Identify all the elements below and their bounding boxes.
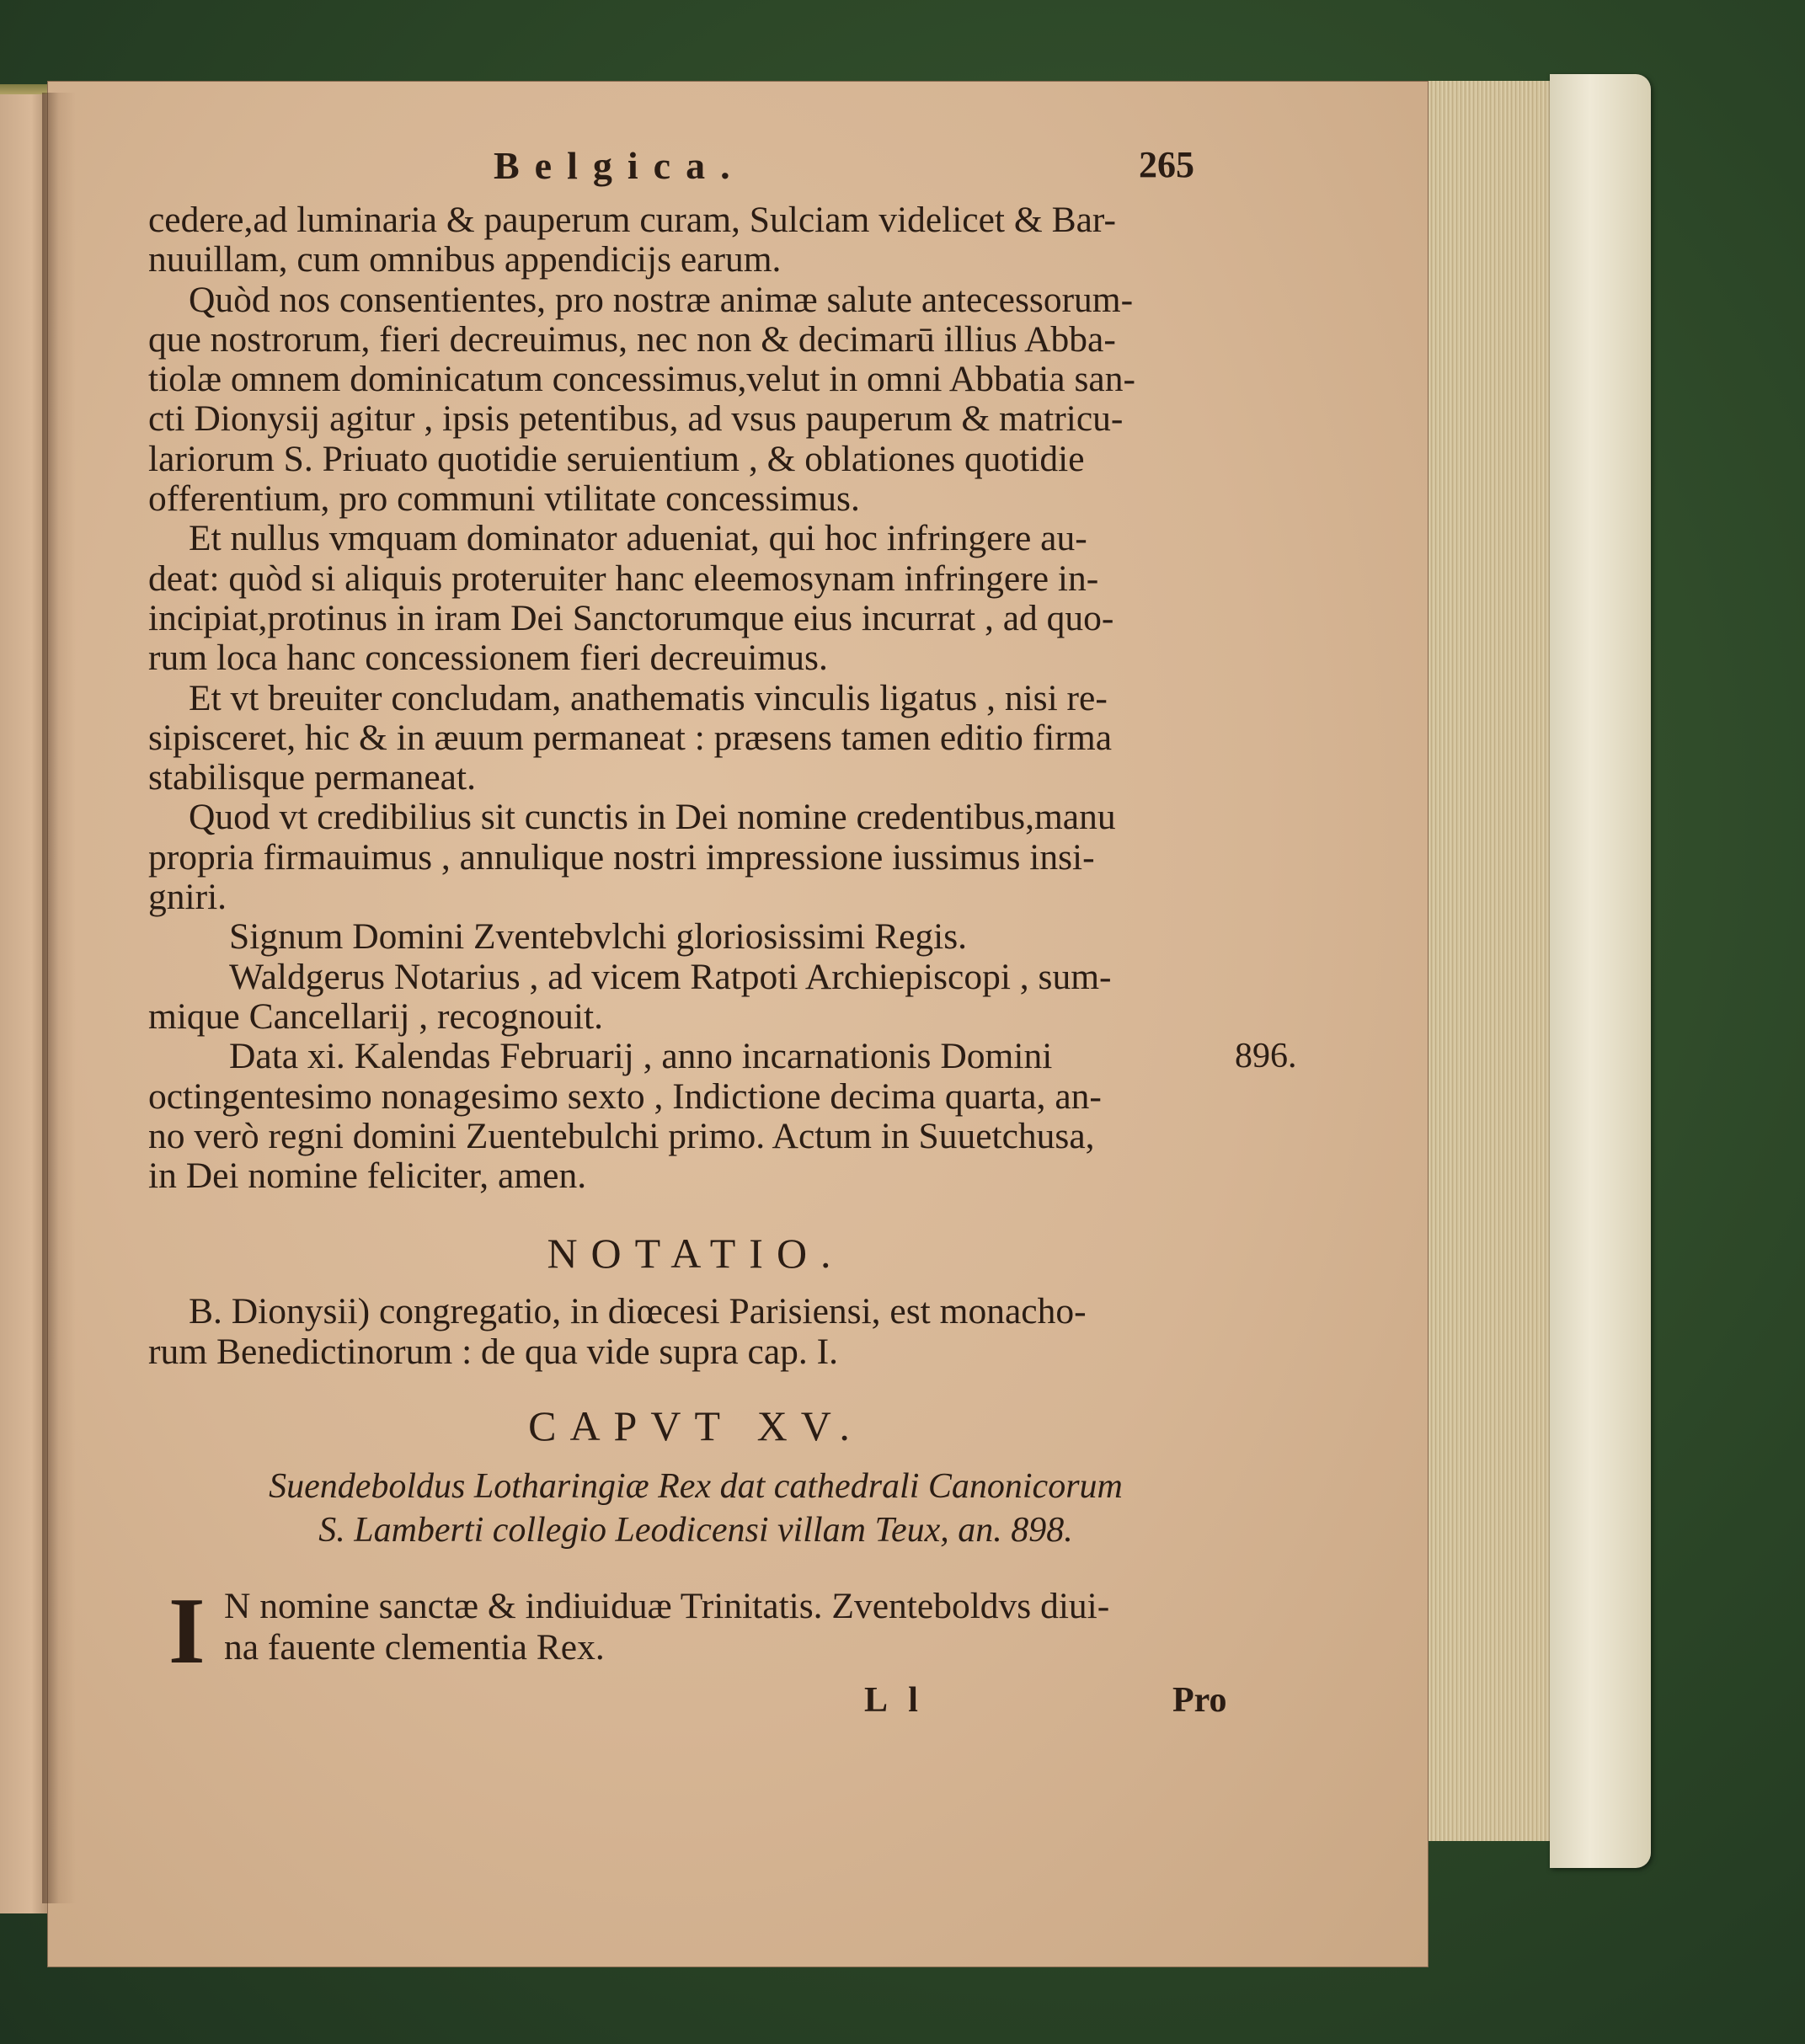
drop-initial: I (168, 1579, 206, 1684)
text-line: cedere,ad luminaria & pauperum curam, Sulciam videlicet & Bar- (148, 200, 1117, 240)
text-line: mique Cancellarij , recognouit. (148, 995, 603, 1037)
text-block (148, 141, 1297, 1731)
text-line: N nomine sanctæ & indiuiduæ Trinitatis. Zventeboldvs diui- (224, 1586, 1110, 1627)
chapter-heading: CAPVT XV. (528, 1402, 863, 1450)
text-line: nuuillam, cum omnibus appendicijs earum. (148, 239, 782, 280)
text-line: offerentium, pro communi vtilitate concessimus. (148, 478, 860, 520)
text-line: lariorum S. Priuato quotidie seruientium , & oblationes quotidie (148, 438, 1085, 479)
text-line: sipisceret, hic & in æuum permaneat : præsens tamen editio firma (148, 717, 1112, 758)
signature-mark: L l (864, 1681, 925, 1721)
chapter-opening (148, 1579, 1243, 1684)
text-line: cti Dionysij agitur , ipsis petentibus, ad vsus pauperum & matricu- (148, 398, 1124, 440)
rubric-line: Suendeboldus Lotharingiæ Rex dat cathedrali Canonicorum (269, 1467, 1123, 1507)
vellum-cover (1550, 74, 1651, 1868)
page-footer (148, 1680, 1243, 1731)
text-line: gniri. (148, 877, 227, 918)
text-line: propria firmauimus , annulique nostri impressione iussimus insi- (148, 836, 1095, 878)
notatio-text (148, 1292, 1243, 1372)
text-line: stabilisque permaneat. (148, 757, 476, 798)
text-line: que nostrorum, fieri decreuimus, nec non & decimarū illius Abba- (148, 318, 1116, 360)
gutter-shadow (42, 93, 76, 1903)
text-line: deat: quòd si aliquis proteruiter hanc eleemosynam infringere in- (148, 558, 1099, 599)
catchword: Pro (1172, 1681, 1227, 1721)
text-line: Et nullus vmquam dominator adueniat, qui hoc infringere au- (189, 518, 1087, 559)
text-line: no verò regni domini Zuentebulchi primo. Actum in Suuetchusa, (148, 1115, 1095, 1156)
text-line: Waldgerus Notarius , ad vicem Ratpoti Archiepiscopi , sum- (229, 956, 1112, 997)
text-line: rum loca hanc concessionem fieri decreuimus. (148, 638, 828, 679)
text-line: Quòd nos consentientes, pro nostræ animæ salute antecessorum- (189, 279, 1134, 320)
date-text: Data xi. Kalendas Februarij , anno incarnationis Domini (229, 1036, 1053, 1077)
running-head (148, 141, 1243, 200)
signum-line: Signum Domini Zventebvlchi gloriosissimi Regis. (229, 916, 968, 958)
text-line: B. Dionysii) congregatio, in diœcesi Parisiensi, est monacho- (189, 1291, 1087, 1332)
notatio-heading: NOTATIO. (547, 1230, 845, 1278)
margin-year: 896. (1235, 1037, 1297, 1076)
rubric-line: S. Lamberti collegio Leodicensi villam Teux, an. 898. (318, 1511, 1073, 1550)
text-line: tiolæ omnem dominicatum concessimus,velut in omni Abbatia san- (148, 359, 1135, 400)
text-line: rum Benedictinorum : de qua vide supra cap. I. (148, 1331, 839, 1372)
text-line: in Dei nomine feliciter, amen. (148, 1155, 587, 1197)
running-title: Belgica. (494, 144, 745, 187)
text-line: octingentesimo nonagesimo sexto , Indictione decima quarta, an- (148, 1075, 1102, 1117)
charter-text (148, 200, 1297, 1197)
text-line: incipiat,protinus in iram Dei Sanctorumque eius incurrat , ad quo- (148, 597, 1114, 638)
text-line: Et vt breuiter concludam, anathematis vinculis ligatus , nisi re- (189, 677, 1108, 718)
page-number: 265 (1139, 144, 1194, 185)
chapter-rubric (148, 1465, 1243, 1552)
text-line: na fauente clementia Rex. (224, 1627, 605, 1668)
text-line: Quod vt credibilius sit cunctis in Dei nomine credentibus,manu (189, 797, 1116, 838)
date-line (148, 1036, 1297, 1077)
